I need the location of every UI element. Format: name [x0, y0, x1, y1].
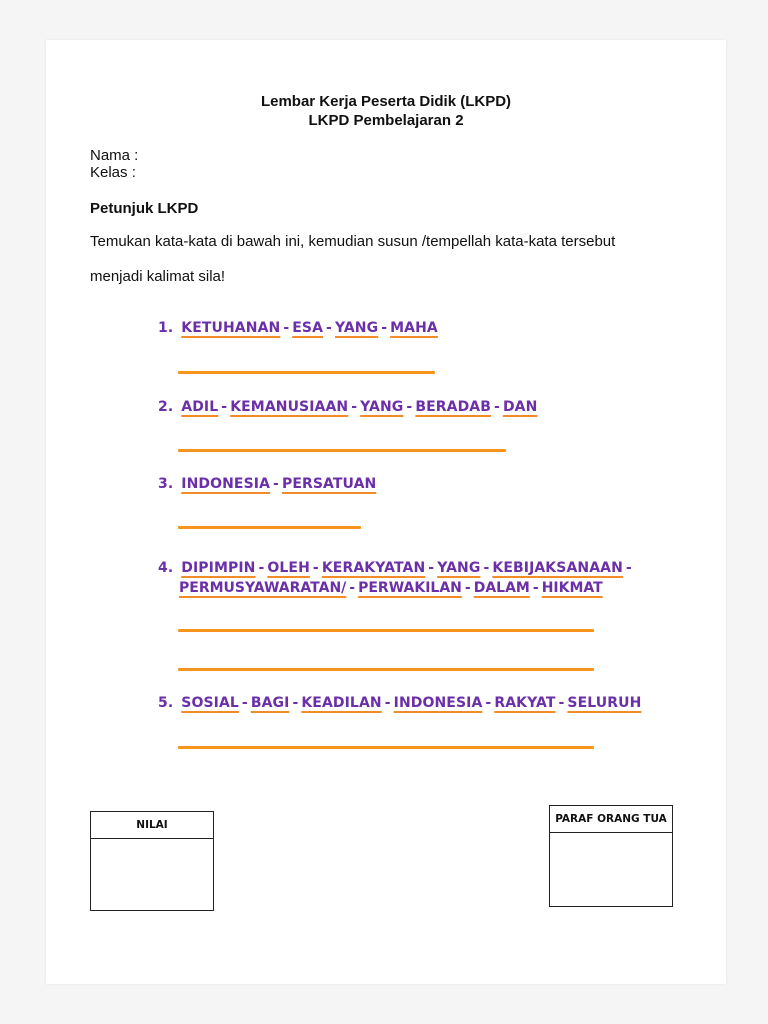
word-chip: INDONESIA [393, 695, 483, 711]
word-chip: ESA [292, 320, 324, 336]
word-chip: ADIL [181, 399, 219, 415]
word-chip: KEMANUSIAAN [230, 399, 349, 415]
instructions-heading: Petunjuk LKPD [90, 200, 199, 217]
answer-line-1[interactable] [178, 371, 435, 374]
item-number: 3. [158, 476, 174, 492]
item-4: 4. DIPIMPIN - OLEH - KERAKYATAN - YANG - KEBIJAKSANAAN - [158, 560, 632, 576]
item-number: 5. [158, 695, 174, 711]
word-chip: KEBIJAKSANAAN [492, 560, 623, 576]
answer-line-5[interactable] [178, 746, 594, 749]
item-1: 1. KETUHANAN - ESA - YANG - MAHA [158, 320, 438, 336]
page-title: Lembar Kerja Peserta Didik (LKPD) [260, 93, 512, 110]
word-chip: RAKYAT [494, 695, 556, 711]
word-chip: MAHA [390, 320, 438, 336]
instructions-line-2: menjadi kalimat sila! [90, 268, 226, 285]
word-chip: DIPIMPIN [181, 560, 256, 576]
name-label: Nama : [90, 147, 139, 164]
answer-line-4a[interactable] [178, 629, 594, 632]
answer-line-3[interactable] [178, 526, 361, 529]
word-chip: PERMUSYAWARATAN/ [179, 580, 347, 596]
word-chip: YANG [360, 399, 404, 415]
item-5: 5. SOSIAL - BAGI - KEADILAN - INDONESIA - RAKYAT - SELURUH [158, 695, 642, 711]
class-label: Kelas : [90, 164, 136, 181]
score-box[interactable] [90, 811, 214, 911]
word-chip: KEADILAN [301, 695, 382, 711]
word-chip: INDONESIA [181, 476, 271, 492]
answer-line-4b[interactable] [178, 668, 594, 671]
word-chip: BAGI [250, 695, 290, 711]
item-number: 2. [158, 399, 174, 415]
word-chip: DAN [502, 399, 538, 415]
word-chip: SOSIAL [181, 695, 239, 711]
word-chip: YANG [437, 560, 481, 576]
item-3: 3. INDONESIA - PERSATUAN [158, 476, 377, 492]
answer-line-2[interactable] [178, 449, 506, 452]
word-chip: HIKMAT [541, 580, 603, 596]
word-chip: YANG [334, 320, 379, 336]
item-4-line-2: PERMUSYAWARATAN/ - PERWAKILAN - DALAM - HIKMAT [179, 580, 603, 596]
word-chip: PERSATUAN [281, 476, 377, 492]
parent-signature-label: PARAF ORANG TUA [550, 806, 672, 833]
item-2: 2. ADIL - KEMANUSIAAN - YANG - BERADAB - DAN [158, 399, 538, 415]
word-chip: PERWAKILAN [358, 580, 462, 596]
item-number: 4. [158, 560, 174, 576]
word-chip: KETUHANAN [181, 320, 281, 336]
score-box-label: NILAI [91, 812, 213, 839]
worksheet-page [46, 40, 726, 984]
word-chip: BERADAB [415, 399, 492, 415]
word-chip: DALAM [473, 580, 530, 596]
item-number: 1. [158, 320, 174, 336]
instructions-line-1: Temukan kata-kata di bawah ini, kemudian susun /tempellah kata-kata tersebut [90, 233, 616, 250]
parent-signature-box[interactable] [549, 805, 673, 907]
word-chip: KERAKYATAN [321, 560, 426, 576]
page-subtitle: LKPD Pembelajaran 2 [308, 112, 464, 129]
word-chip: OLEH [267, 560, 310, 576]
word-chip: SELURUH [567, 695, 642, 711]
